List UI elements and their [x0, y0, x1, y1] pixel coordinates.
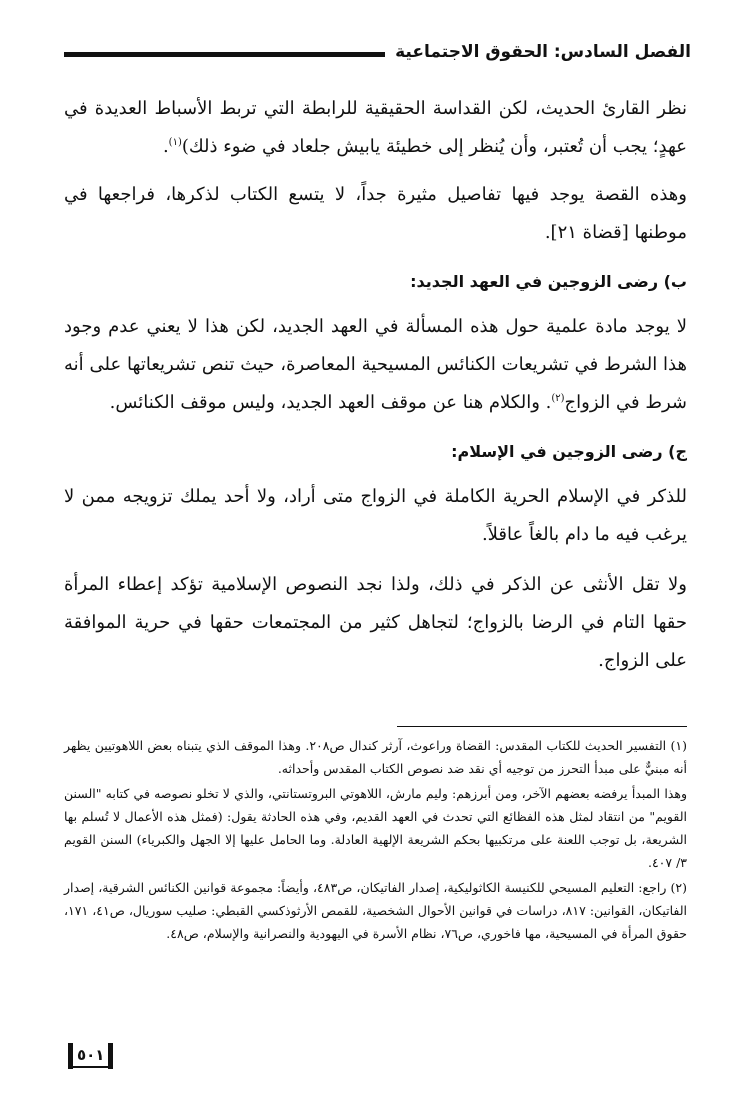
footnote-1-continued: وهذا المبدأ يرفضه بعضهم الآخر، ومن أبرزهم: وليم مارش، اللاهوتي البروتستانتي، والذي لا تخلو نصوصه في كتابه "السنن القويم" من انتقاد لمثل هذه الفظائع التي تحدث في العهد القديم، وفي هذه الحادثة يقول: (فمثل هذه الأعمال لا تُسلم بها الشريعة، بل توجب اللعنة على مرتكبيها بحكم الشريعة الإلهية العادلة. وما الحامل عليها إلا الجهل والكبرياء) السنن القويم ٣/ ٤٠٧.	[64, 786, 687, 870]
chapter-title: الفصل السادس: الحقوق الاجتماعية	[395, 42, 691, 62]
paragraph: نظر القارئ الحديث، لكن القداسة الحقيقية للرابطة التي تربط الأسباط العديدة في عهدٍ؛ يجب أن تُعتبر، وأن يُنظر إلى خطيئة يابيش جلعاد في ضوء ذلك)$^{(١)}$.	[64, 98, 687, 157]
section-heading-c: ج) رضى الزوجين في الإسلام:	[451, 442, 687, 461]
footnote-ref: (٢)	[551, 393, 565, 404]
page-number-bar-right	[108, 1043, 113, 1069]
footnotes	[64, 734, 687, 947]
main-text	[64, 90, 687, 692]
paragraph: وهذه القصة يوجد فيها تفاصيل مثيرة جداً، لا يتسع الكتاب لذكرها، فراجعها في موطنها [قضاة ٢١].	[64, 184, 687, 243]
paragraph: للذكر في الإسلام الحرية الكاملة في الزواج متى أراد، ولا أحد يملك تزويجه ممن لا يرغب فيه ما دام بالغاً عاقلاً.	[64, 486, 687, 545]
header-rule	[64, 52, 385, 57]
page-number	[68, 1043, 113, 1069]
section-heading-b: ب) رضى الزوجين في العهد الجديد:	[410, 272, 687, 291]
footnote-separator	[397, 726, 687, 727]
running-header	[64, 38, 691, 66]
page-number-text: ٥٠١	[73, 1044, 108, 1068]
footnote-ref: (١)	[168, 137, 182, 148]
paragraph: ولا تقل الأنثى عن الذكر في ذلك، ولذا نجد النصوص الإسلامية تؤكد إعطاء المرأة حقها التام في الرضا بالزواج؛ لتجاهل كثير من المجتمعات حقها في حرية الموافقة على الزواج.	[64, 574, 687, 671]
footnote-1: (١) التفسير الحديث للكتاب المقدس: القضاة وراعوث، آرثر كندال ص٢٠٨. وهذا الموقف الذي يتبناه بعض اللاهوتيين يظهر أنه مبنيٌّ على مبدأ التحرز من توجيه أي نقد ضد نصوص الكتاب المقدس وأحداثه.	[64, 738, 687, 776]
paragraph: لا يوجد مادة علمية حول هذه المسألة في العهد الجديد، لكن هذا لا يعني عدم وجود هذا الشرط في تشريعات الكنائس المسيحية المعاصرة، حيث تنص تشريعاتها على أنه شرط في الزواج$^{(٢)}$. والكلام هنا عن موقف العهد الجديد، وليس موقف الكنائس.	[64, 316, 687, 413]
footnote-2: (٢) راجع: التعليم المسيحي للكنيسة الكاثوليكية، إصدار الفاتيكان، ص٤٨٣، وأيضاً: مجموعة قوانين الكنائس الشرقية، إصدار الفاتيكان، القوانين: ٨١٧، دراسات في قوانين الأحوال الشخصية، للقمص الأرثوذكسي القبطي: صليب سوريال، ص٤١، ١٧١، حقوق المرأة في المسيحية، مها فاخوري، ص٧٦، نظام الأسرة في اليهودية والنصرانية والإسلام، ص٤٨.	[64, 880, 688, 941]
